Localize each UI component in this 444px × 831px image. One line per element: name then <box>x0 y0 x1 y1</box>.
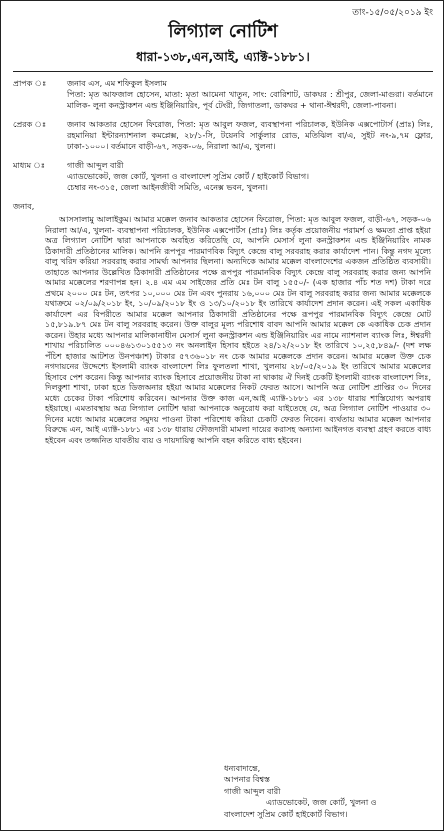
body-paragraph: আসসালামু আলাইকুম। আমার মক্কেল জনাব আকতার হোসেন ফিরোজ, পিতা: মৃত আবুল ফজল, বাড়ী-৬৭, সড়ক-০৬ নিরালা আ/এ, খুলনা- ব্যবস্থাপনা পরিচালক, ইউনিক এক্সপোর্টস (প্রাঃ) লিঃ কর্তৃক প্রয়োজনীয় পরামর্শ ও ক্ষমতা প্রাপ্ত হইয়া অত্র লিগ্যাল নোটিশ দ্বারা আপনাকে অবহিত করিতেছি যে, আপনি মেসার্স লুনা কনস্ট্রাকশন এন্ড ইঞ্জিনিয়ারিং নামক ঠিকাদারী প্রতিষ্ঠানের মালিক। আপনি রূপপুর পারমাণবিক বিদ্যুৎ কেন্দ্রে বালু সরবরাহ করার কার্যাদেশ পান। কিন্তু নগদ মূল্যে বালু খরিদ করিয়া সরবরাহ করার সামর্থ্য আপনার ছিলনা। অন্যদিকে আমার মক্কেল বাংলাদেশের একজন প্রতিষ্ঠিত ব্যবসায়ী। তাহাতে আপনার উল্লেখিত ঠিকাদারী প্রতিষ্ঠানের পক্ষে রূপপুর পারমানবিক বিদ্যুৎ কেন্দ্রে বালু সরবরাহ করার জন্য আপনি আমার মক্কেলের শরণাপন্ন হন। ২.৪ এম এম সাইজের প্রতি মেঃ টন বালু ১৫৫০/- (এক হাজার পাঁচ শত দশ) টাকা দরে প্রথমে ২০০০ মেঃ টন, তৎপর ১০,০০০ মেঃ টন এবং পুনরায় ১৬,০০০ মেঃ টন বালু সরবরাহ করার জন্য আমার মক্কেলকে যথাক্রমে ০২/০৯/২০১৮ ইং, ১০/০৯/২০১৮ ইং ও ১৩/১০/২০১৮ ইং তারিখে কার্যাদেশ প্রদান করেন। এই সকল একাধিক কার্যাদেশ এর বিপরীতে আমার মক্কেল আপনার ঠিকাদারী প্রতিষ্ঠানের পক্ষে রূপপুর পারমানবিক বিদ্যুৎ কেন্দ্রে মোট ১৫,৮১৯.৮৭ মেঃ টন বালু সরবরাহ করেন। উক্ত বালুর মূল্য পরিশোধ বাবদ আপনি আমার মক্কেল কে একাধিক চেক প্রদান করেন। উহার মধ্যে আপনার মালিকানাধীন মেসার্স লুনা কনস্ট্রাকশন এন্ড ইঞ্জিনিয়ারিং এর নামে ন্যাশনাল ব্যাংক লিঃ, ঈশ্বরদী শাখায় পরিচালিত ০০০৪৬১৩০১৫৫১৩ নং অনলাইন হিসাব হইতে ২৪/১২/২০১৮ ইং তারিখে ১০,২৫,৮৪৯/- (দশ লক্ষ পঁচিশ হাজার আটশত উনপঞ্চাশ) টাকার ৫৭৩৬০১৮ নং চেক আমার মক্কেলকে প্রদান করেন। আমার মক্কেল উক্ত চেক নগদায়নের উদ্দেশ্যে ইসলামী ব্যাংক বাংলাদেশ লিঃ ফুলতলা শাখা, খুলনায় ২৮/০৫/২০১৯ ইং তারিখে আমার মক্কেলের হিসাবে পেশ করেন। কিন্তু আপনার ব্যাংক হিসাবে প্রয়োজনীয় টাকা না থাকায় ঐ দিনই চেকটি ইসলামী ব্যাংক বাংলাদেশ লিঃ, দিলকুশা শাখা, ঢাকা হতে ডিজঅনার হইয়া আমার মক্কেলের নিকট ফেরত আসে। আপনি অত্র নোটিশ প্রাপ্তির ৩০ দিনের মধ্যে চেকের টাকা পরিশোধ করিবেন। আপনার উক্ত কাজ এন,আই এ্যাক্ট-১৮৮১ এর ১৩৮ ধারায় শাস্তিযোগ্য অপরাধ হইয়াছে। এমতাবস্থায় অত্র লিগ্যাল নোটিশ দ্বারা আপনাকে অনুরোধ করা যাইতেছে যে, অত্র লিগ্যাল নোটিশ পাওয়ার ৩০ দিনের মধ্যে আমার মক্কেলের সমুদয় পাওনা টাকা পরিশোধ করিয়া চেকটি ফেরত নিবেন। ব্যর্থতায় আমার মক্কেল আপনার বিরুদ্ধে এন, আই এ্যাক্ট-১৮৮১ এর ১৩৮ ধারায় ফৌজদারী মামলা দায়ের করাসহ অন্যান্য আইনগত ব্যবস্থা গ্রহণ করতে বাধ্য হইবেন এবং তজ্জনিত যাবতীয় ব্যয় ও দায়দায়িত্ব আপনি বহন করিতে বাধ্য হইবেন। <box>45 215 431 445</box>
notice-body <box>45 215 431 446</box>
medium-details <box>67 160 433 193</box>
notice-title: লিগ্যাল নোটিশ <box>168 21 278 42</box>
advocate-chamber: চেম্বার নং-৩১৫, জেলা আইনজীবী সমিতি, এনেক্স ভবন, খুলনা। <box>67 183 268 192</box>
recipient-details <box>67 78 433 111</box>
advocate-name: গাজী আব্দুল বারী <box>67 161 124 170</box>
sender-details <box>67 119 433 152</box>
recipient-address: পিতা: মৃত আফজাল হোসেন, মাতা: মৃতা আমেনা খাতুন, সাং: বোরিশাট, ডাকঘর : শ্রীপুর, জেলা-মাগুরা। বর্তমানে মালিক- লুনা কনস্ট্রাকশন এন্ড ইঞ্জিনিয়ারিং, পূর্ব টেংরী, জিগাতলা, ডাকঘর + থানা-ঈশ্বরদী, জেলা-পাবনা। <box>67 90 433 110</box>
closing-block <box>224 763 429 821</box>
signatory-name: গাজী আব্দুল বারী <box>224 786 281 796</box>
signatory-title-2: বাংলাদেশ সুপ্রিম কোর্ট হাইকোর্ট বিভাগ। <box>224 809 348 819</box>
sender-label: প্রেরক ঃ <box>13 120 47 129</box>
sender-block <box>13 119 433 152</box>
recipient-label: প্রাপক ঃ <box>13 79 47 88</box>
title-divider <box>13 71 433 72</box>
notice-date: তাং-১৫/০৫/২০১৯ ইং <box>352 8 433 18</box>
medium-block <box>13 160 433 193</box>
advocate-court: এ্যাডভোকেট, জজ কোর্ট, খুলনা ও বাংলাদেশ সুপ্রিম কোর্ট / হাইকোর্ট বিভাগ। <box>67 172 309 181</box>
closing-yours: আপনার বিশ্বস্ত <box>224 775 270 784</box>
medium-label: মাধ্যম ঃ <box>13 161 45 170</box>
sender-address: জনাব আকতার হোসেন ফিরোজ, পিতা: মৃত আবুল ফজল, ব্যবস্থাপনা পরিচালক, ইউনিক এক্সপোটার্স (প্রাঃ) লিঃ, রহমানিয়া ইন্টারন্যাশনাল কমপ্লেক্স, ২৮/১-সি, টয়েনবি সার্কুলার রোড, মতিঝিল বা/এ, সুইট নং-৯,৭ম ফ্লোর, ঢাকা-১০০০। বর্তমানে বাড়ী-৬৭, সড়ক-০৬, নিরালা আ/এ, খুলনা। <box>67 120 433 151</box>
recipient-name: জনাব এস, এম শফিকুল ইসলাম <box>67 79 167 88</box>
notice-subtitle: ধারা-১৩৮,এন,আই, এ্যাক্ট-১৮৮১। <box>136 49 310 64</box>
signatory-title-1: এ্যাডভোকেট, জজ কোর্ট, খুলনা ও <box>266 798 377 807</box>
closing-thanks: ধন্যবাদান্তে, <box>224 763 261 773</box>
recipient-block <box>13 78 433 111</box>
salutation: জনাব, <box>13 202 35 211</box>
